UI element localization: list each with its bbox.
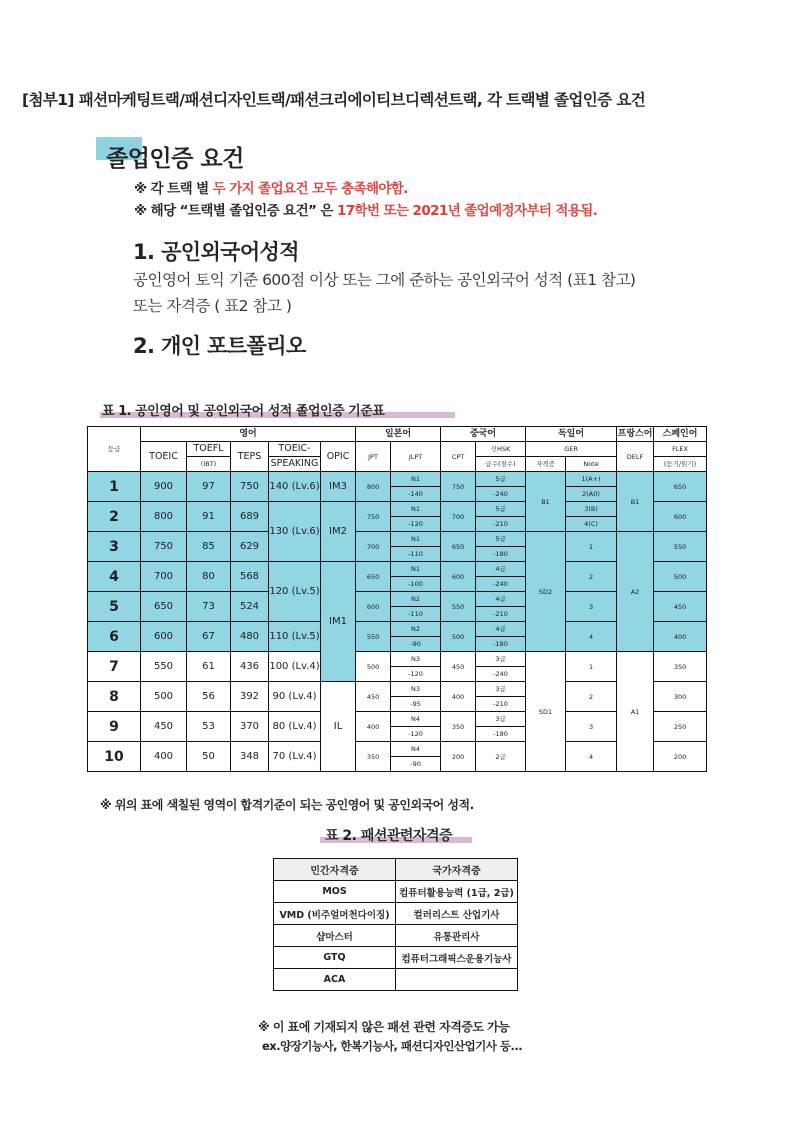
toeic-cell: 650 [141,592,187,622]
jlpt-level-cell: N4 [391,712,441,727]
main-heading: 졸업인증 요건 [106,146,244,172]
header-hsk-sub: 급수(점수) [476,457,526,472]
toeic-cell: 550 [141,652,187,682]
delf-cell: B1 [617,472,654,532]
hsk-level-cell: 3급 [476,712,526,727]
private-cert-cell: MOS [274,881,396,903]
ger-note-cell: 4(C) [566,517,617,532]
toefl-cell: 85 [187,532,231,562]
flex-cell: 550 [654,532,707,562]
jpt-cell: 600 [356,592,391,622]
ger-note-cell: 4 [566,742,617,772]
jlpt-score-cell: -110 [391,607,441,622]
header-flex: FLEX [654,442,707,457]
teps-cell: 629 [231,532,269,562]
toeic-cell: 800 [141,502,187,532]
jlpt-score-cell: -120 [391,727,441,742]
ger-note-cell: 3(B) [566,502,617,517]
ger-note-cell: 2 [566,562,617,592]
hsk-score-cell: -240 [476,577,526,592]
table-2-certificates [273,858,518,991]
hsk-score-cell: -240 [476,667,526,682]
group-german: 독일어 [526,427,617,442]
section-1-title: 1. 공인외국어성적 [133,240,299,264]
ger-note-cell: 1(A+) [566,472,617,487]
flex-cell: 350 [654,652,707,682]
toefl-cell: 53 [187,712,231,742]
teps-cell: 750 [231,472,269,502]
table1-caption: 표 1. 공인영어 및 공인외국어 성적 졸업인증 기준표 [102,404,385,419]
ger-note-cell: 2(A0) [566,487,617,502]
jlpt-level-cell: N1 [391,502,441,517]
toeic-speaking-cell: 120 (Lv.5) [269,562,321,622]
hsk-level-cell: 5급 [476,472,526,487]
toeic-speaking-cell: 130 (Lv.6) [269,502,321,562]
opic-cell: IL [321,682,356,772]
header-toefl: TOEFL [187,442,231,457]
header-ger-note: Note [566,457,617,472]
private-cert-cell: VMD (비주얼머천다이징) [274,903,396,925]
hsk-score-cell: -180 [476,727,526,742]
toeic-speaking-cell: 90 (Lv.4) [269,682,321,712]
cpt-cell: 500 [441,622,476,652]
hsk-score-cell: -180 [476,637,526,652]
national-cert-cell: 유통관리사 [396,925,518,947]
jpt-cell: 650 [356,562,391,592]
teps-cell: 436 [231,652,269,682]
header-national-cert: 국가자격증 [396,859,518,881]
grade-cell: 4 [88,562,141,592]
header-jpt: JPT [356,442,391,472]
hsk-level-cell: 3급 [476,682,526,697]
jpt-cell: 700 [356,532,391,562]
header-teps: TEPS [231,442,269,472]
cpt-cell: 350 [441,712,476,742]
header-ger: GER [526,442,617,457]
section-2-title: 2. 개인 포트폴리오 [133,334,306,358]
hsk-score-cell: -240 [476,487,526,502]
toeic-speaking-cell: 80 (Lv.4) [269,712,321,742]
note-2 [134,199,597,219]
header-cpt: CPT [441,442,476,472]
ger-note-cell: 1 [566,532,617,562]
jlpt-level-cell: N3 [391,652,441,667]
note-2-prefix: ※ 해당 “트랙별 졸업인증 요건” 은 [134,203,337,219]
toeic-cell: 600 [141,622,187,652]
header-grade: 등급 [88,427,141,472]
group-chinese: 중국어 [441,427,526,442]
header-private-cert: 민간자격증 [274,859,396,881]
jlpt-score-cell: -140 [391,487,441,502]
toeic-speaking-cell: 100 (Lv.4) [269,652,321,682]
section-1-line-1: 공인영어 토익 기준 600점 이상 또는 그에 준하는 공인외국어 성적 (표1 참고) [133,271,636,289]
private-cert-cell: 샵마스터 [274,925,396,947]
grade-cell: 3 [88,532,141,562]
toeic-cell: 500 [141,682,187,712]
group-french: 프랑스어 [617,427,654,442]
cpt-cell: 750 [441,472,476,502]
grade-cell: 10 [88,742,141,772]
private-cert-cell: ACA [274,969,396,991]
jlpt-score-cell: -95 [391,697,441,712]
toefl-cell: 80 [187,562,231,592]
national-cert-cell: 컴퓨터활용능력 (1급, 2급) [396,881,518,903]
jlpt-level-cell: N1 [391,472,441,487]
jpt-cell: 450 [356,682,391,712]
flex-cell: 300 [654,682,707,712]
hsk-level-cell: 5급 [476,502,526,517]
hsk-level-cell: 3급 [476,652,526,667]
flex-cell: 250 [654,712,707,742]
national-cert-cell: 컴퓨터그래픽스운용기능사 [396,947,518,969]
opic-cell: IM1 [321,562,356,682]
note-1 [134,177,408,197]
cpt-cell: 550 [441,592,476,622]
teps-cell: 370 [231,712,269,742]
toefl-cell: 91 [187,502,231,532]
flex-cell: 400 [654,622,707,652]
flex-cell: 450 [654,592,707,622]
cpt-cell: 600 [441,562,476,592]
toeic-cell: 900 [141,472,187,502]
hsk-score-cell: -210 [476,697,526,712]
grade-cell: 8 [88,682,141,712]
table2-caption: 표 2. 패션관련자격증 [325,828,452,844]
jlpt-score-cell: -90 [391,757,441,772]
teps-cell: 689 [231,502,269,532]
toeic-cell: 700 [141,562,187,592]
jpt-cell: 800 [356,472,391,502]
section-1-line-2: 또는 자격증 ( 표2 참고 ) [133,297,292,315]
toeic-cell: 400 [141,742,187,772]
jlpt-level-cell: N4 [391,742,441,757]
jlpt-score-cell: -120 [391,667,441,682]
toeic-cell: 450 [141,712,187,742]
toefl-cell: 67 [187,622,231,652]
cpt-cell: 450 [441,652,476,682]
note-1-highlight: 두 가지 졸업요건 모두 충족해야함. [212,181,408,197]
note-1-prefix: ※ 각 트랙 별 [134,181,213,197]
table2-footnote-2: ex.양장기능사, 한복기능사, 패션디자인산업기사 등... [262,1039,523,1053]
header-toefl-sub: (IBT) [187,457,231,472]
header-opic: OPIC [321,442,356,472]
grade-cell: 6 [88,622,141,652]
group-english: 영어 [141,427,356,442]
toefl-cell: 50 [187,742,231,772]
grade-cell: 2 [88,502,141,532]
ger-cert-cell: SD1 [526,652,566,772]
jpt-cell: 750 [356,502,391,532]
jpt-cell: 400 [356,712,391,742]
header-toeic-speaking-sub: SPEAKING [269,457,321,472]
jlpt-score-cell: -120 [391,517,441,532]
jpt-cell: 500 [356,652,391,682]
header-ger-cert: 자격증 [526,457,566,472]
hsk-level-cell: 5급 [476,532,526,547]
header-jlpt: JLPT [391,442,441,472]
flex-cell: 600 [654,502,707,532]
jlpt-score-cell: -110 [391,547,441,562]
flex-cell: 200 [654,742,707,772]
teps-cell: 568 [231,562,269,592]
flex-cell: 500 [654,562,707,592]
grade-cell: 5 [88,592,141,622]
toefl-cell: 73 [187,592,231,622]
jlpt-level-cell: N2 [391,592,441,607]
cpt-cell: 200 [441,742,476,772]
delf-cell: A1 [617,652,654,772]
grade-cell: 1 [88,472,141,502]
toefl-cell: 56 [187,682,231,712]
ger-note-cell: 3 [566,592,617,622]
table1-footnote: ※ 위의 표에 색칠된 영역이 합격기준이 되는 공인영어 및 공인외국어 성적. [100,798,474,812]
toeic-speaking-cell: 140 (Lv.6) [269,472,321,502]
hsk-score-cell: -180 [476,547,526,562]
cpt-cell: 700 [441,502,476,532]
header-flex-sub: (듣기/읽기) [654,457,707,472]
cpt-cell: 400 [441,682,476,712]
hsk-score-cell: -210 [476,517,526,532]
group-spanish: 스페인어 [654,427,707,442]
teps-cell: 524 [231,592,269,622]
jpt-cell: 550 [356,622,391,652]
header-delf: DELF [617,442,654,472]
hsk-level-cell: 4급 [476,592,526,607]
opic-cell: IM3 [321,472,356,502]
toeic-speaking-cell: 70 (Lv.4) [269,742,321,772]
teps-cell: 392 [231,682,269,712]
ger-note-cell: 1 [566,652,617,682]
hsk-level-cell: 4급 [476,562,526,577]
toeic-cell: 750 [141,532,187,562]
ger-note-cell: 3 [566,712,617,742]
header-hsk: 신HSK [476,442,526,457]
delf-cell: A2 [617,532,654,652]
cpt-cell: 650 [441,532,476,562]
jlpt-score-cell: -100 [391,577,441,592]
jlpt-level-cell: N1 [391,532,441,547]
flex-cell: 650 [654,472,707,502]
ger-cert-cell: SD2 [526,532,566,652]
header-toeic-speaking: TOEIC- [269,442,321,457]
toefl-cell: 97 [187,472,231,502]
jlpt-level-cell: N1 [391,562,441,577]
ger-cert-cell: B1 [526,472,566,532]
private-cert-cell: GTQ [274,947,396,969]
grade-cell: 7 [88,652,141,682]
jlpt-score-cell: -90 [391,637,441,652]
national-cert-cell [396,969,518,991]
hsk-level-cell: 4급 [476,622,526,637]
header-toeic: TOEIC [141,442,187,472]
hsk-score-cell: -210 [476,607,526,622]
jlpt-level-cell: N3 [391,682,441,697]
jlpt-level-cell: N2 [391,622,441,637]
jpt-cell: 350 [356,742,391,772]
teps-cell: 348 [231,742,269,772]
ger-note-cell: 2 [566,682,617,712]
national-cert-cell: 컬러리스트 산업기사 [396,903,518,925]
document-title: [첨부1] 패션마케팅트랙/패션디자인트랙/패션크리에이티브디렉션트랙, 각 트랙별 졸업인증 요건 [22,91,646,109]
toefl-cell: 61 [187,652,231,682]
group-japanese: 일본어 [356,427,441,442]
grade-cell: 9 [88,712,141,742]
table2-footnote-1: ※ 이 표에 기재되지 않은 패션 관련 자격증도 가능 [258,1020,510,1034]
teps-cell: 480 [231,622,269,652]
ger-note-cell: 4 [566,622,617,652]
toeic-speaking-cell: 110 (Lv.5) [269,622,321,652]
table-1-language-scores [87,426,707,772]
note-2-highlight: 17학번 또는 2021년 졸업예정자부터 적용됨. [336,203,598,219]
opic-cell: IM2 [321,502,356,562]
hsk-level-cell: 2급 [476,742,526,772]
